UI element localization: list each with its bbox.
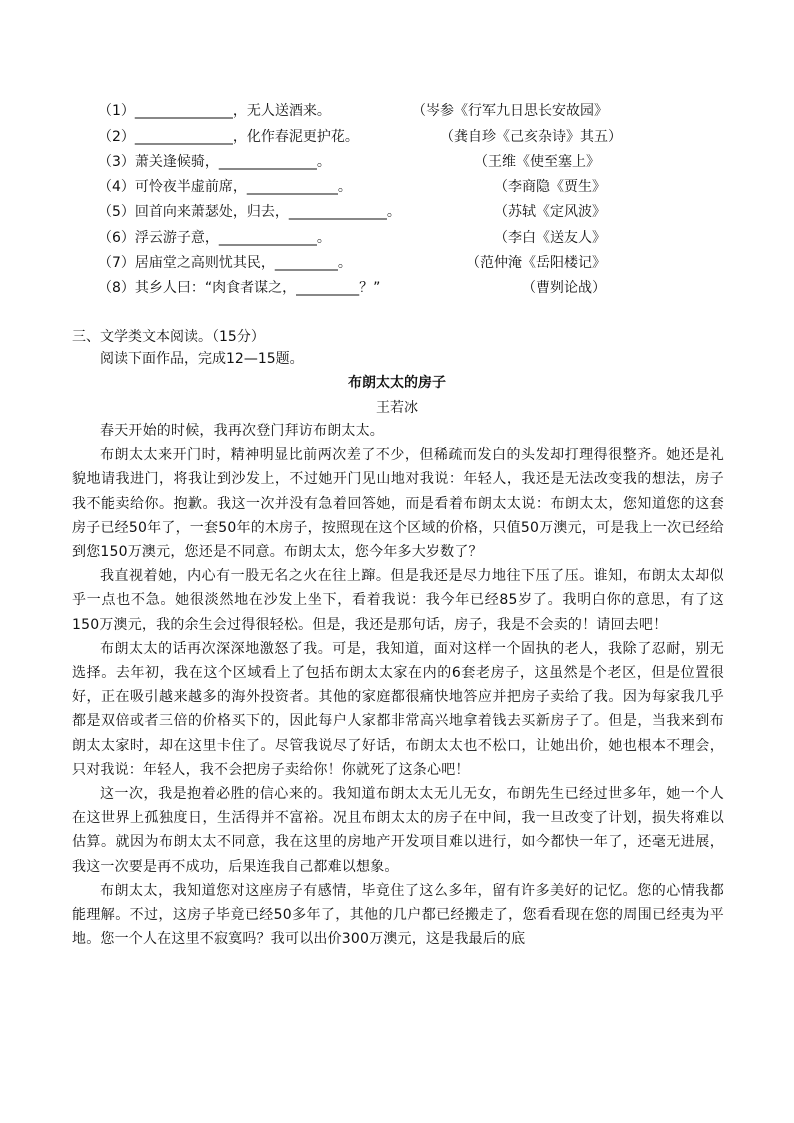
item-number: （6） [98,230,135,246]
item-text: ______________，无人送酒来。 [134,103,331,119]
article-body [72,419,724,951]
item-text: ______________，化作春泥更护花。 [134,129,359,145]
fill-blank-item [98,202,401,222]
item-text: 萧关逢候骑，______________。 [134,154,331,170]
item-source: （曹刿论战） [522,280,606,296]
item-text: 浮云游子意，______________。 [134,230,331,246]
item-source: （龚自珍《己亥杂诗》其五） [440,129,622,145]
item-number: （4） [98,179,135,195]
fill-blank-item [98,253,352,273]
item-number: （7） [98,255,135,271]
fill-blank-item [98,228,331,248]
item-text: 可怜夜半虚前席，_____________。 [134,179,352,195]
item-number: （3） [98,154,135,170]
section-heading: 三、文学类文本阅读。（15分） [72,329,265,345]
fill-blank-item [98,127,359,147]
item-number: （1） [98,103,135,119]
item-number: （5） [98,204,135,220]
paragraph: 布朗太太的话再次深深地激怒了我。可是，我知道，面对这样一个固执的老人，我除了忍耐，别无选择。去年初，我在这个区域看上了包括布朗太太家在内的6套老房子，这虽然是个老区，但是位置很好，正在吸引越来越多的海外投资者。其他的家庭都很痛快地答应并把房子卖给了我。因为每家我几乎都是双倍或者三倍的价格买下的，因此每户人家都非常高兴地拿着钱去买新房子了。但是，当我来到布朗太太家时，却在这里卡住了。尽管我说尽了好话，布朗太太也不松口，让她出价，她也根本不理会，只对我说：年轻人，我不会把房子卖给你！你就死了这条心吧！ [72,640,724,778]
item-source: （李商隐《贾生》 [494,179,606,195]
item-number: （8） [98,280,135,296]
item-source: （苏轼《定风波》 [494,204,606,220]
fill-blank-item [98,177,352,197]
paragraph: 我直视着她，内心有一股无名之火在往上蹿。但是我还是尽力地往下压了压。谁知，布朗太太却似乎一点也不急。她很淡然地在沙发上坐下，看着我说：我今年已经85岁了。我明白你的意思，有了这150万澳元，我的余生会过得很轻松。但是，我还是那句话，房子，我是不会卖的！请回去吧！ [72,568,724,633]
paragraph: 布朗太太来开门时，精神明显比前两次差了不少，但稀疏而发白的头发却打理得很整齐。她还是礼貌地请我进门，将我让到沙发上，不过她开门见山地对我说：年轻人，我还是无法改变我的想法，房子我不能卖给你。抱歉。我这一次并没有急着回答她，而是看着布朗太太说：布朗太太，您知道您的这套房子已经50年了，一套50年的木房子，按照现在这个区域的价格，只值50万澳元，可是我上一次已经给到您150万澳元，您还是不同意。布朗太太，您今年多大岁数了？ [72,447,724,561]
item-source: （岑参《行军九日思长安故园》 [412,103,608,119]
item-source: （范仲淹《岳阳楼记》 [466,255,606,271]
article-author: 王若冰 [376,400,418,416]
paragraph: 春天开始的时候，我再次登门拜访布朗太太。 [100,423,384,439]
instruction: 阅读下面作品，完成12—15题。 [100,351,304,367]
item-text: 回首向来萧瑟处，归去，______________。 [134,204,401,220]
fill-blank-item [98,278,380,298]
paragraph: 布朗太太，我知道您对这座房子有感情，毕竟住了这么多年，留有许多美好的记忆。您的心情我都能理解。不过，这房子毕竟已经50多年了，其他的几户都已经搬走了，您看看现在您的周围已经夷为平地。您一个人在这里不寂寞吗？我可以出价300万澳元，这是我最后的底 [72,882,724,948]
item-text: 其乡人曰：“肉食者谋之，_________？” [134,280,381,296]
item-text: 居庙堂之高则忧其民，_________。 [134,255,352,271]
fill-blank-item [98,152,331,172]
fill-blank-item [98,101,331,121]
item-source: （王维《使至塞上》 [474,154,600,170]
article-title: 布朗太太的房子 [348,375,446,391]
item-number: （2） [98,129,135,145]
paragraph: 这一次，我是抱着必胜的信心来的。我知道布朗太太无儿无女，布朗先生已经过世多年，她一个人在这世界上孤独度日，生活得并不富裕。况且布朗太太的房子在中间，我一旦改变了计划，损失将难以估算。就因为布朗太太不同意，我在这里的房地产开发项目难以进行，如今都快一年了，还毫无进展，我这一次要是再不成功，后果连我自己都难以想象。 [72,786,724,875]
item-source: （李白《送友人》 [494,230,606,246]
